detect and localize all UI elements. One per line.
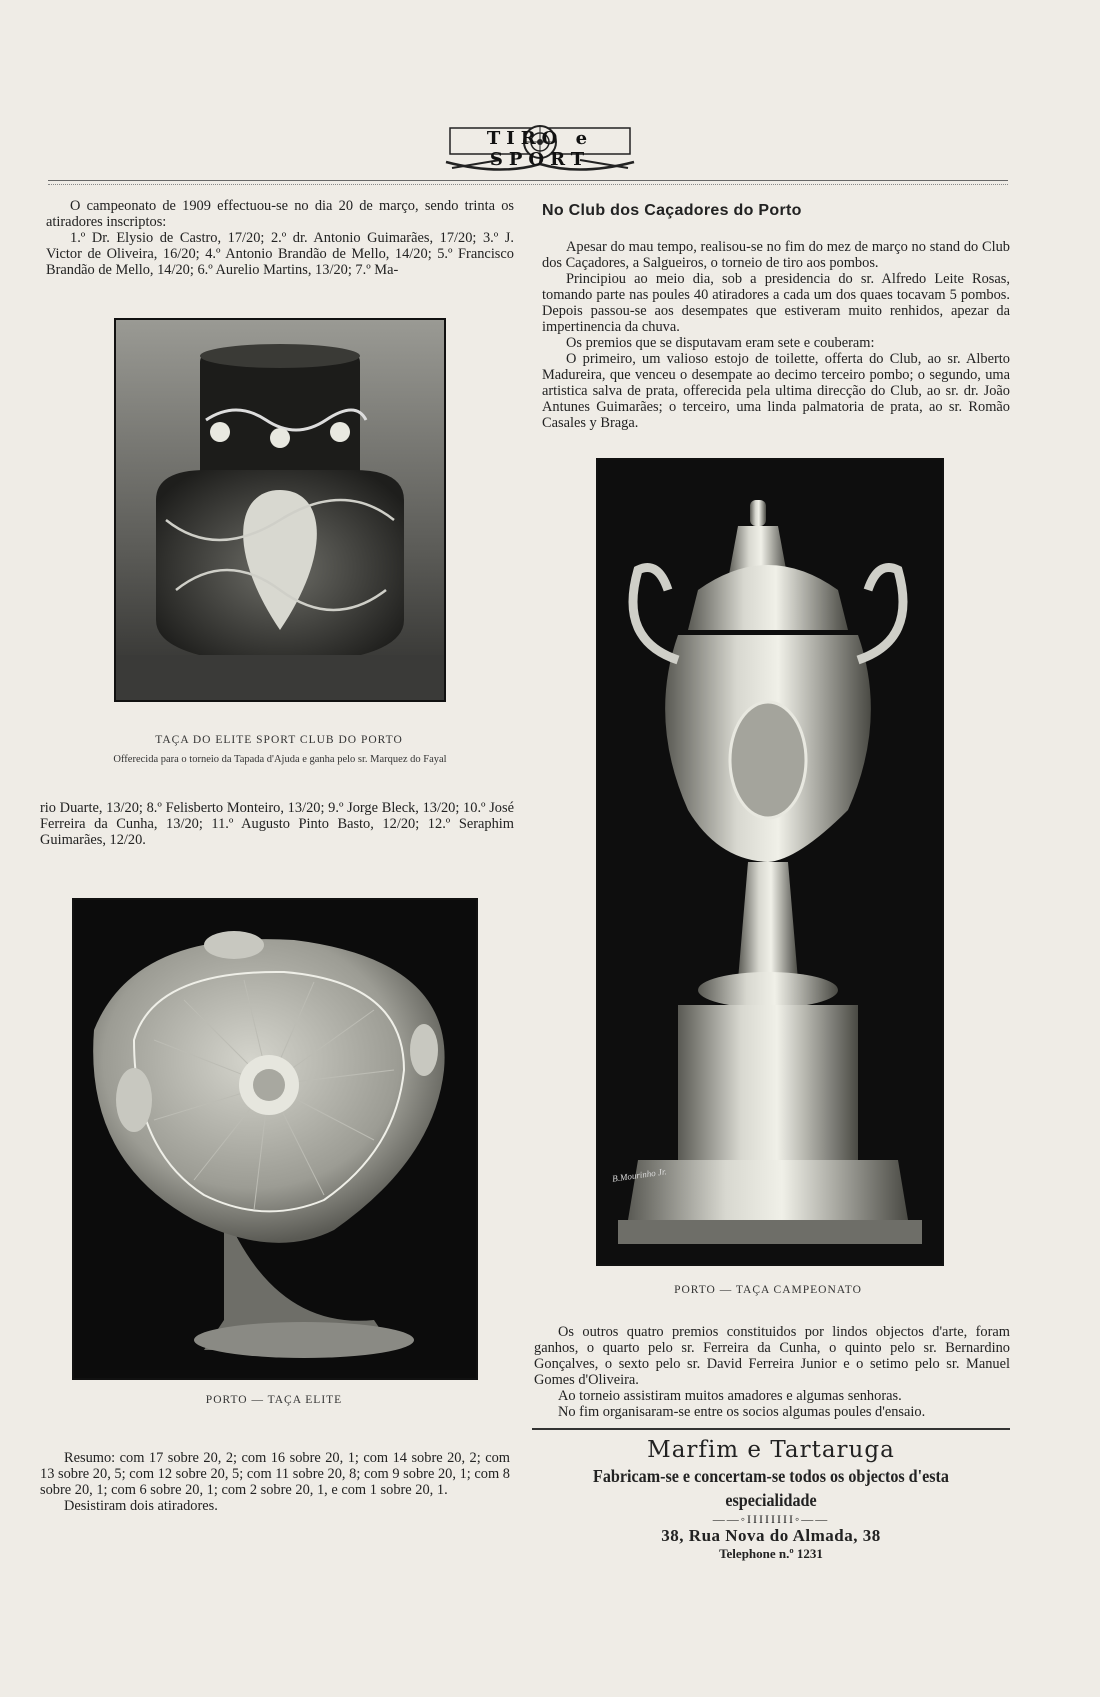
photo-porto-taca-elite (72, 898, 478, 1380)
right-column-block (542, 203, 1010, 431)
advert-line: Fabricam-se e concertam-se todos os objectos d'esta especialidade (593, 1466, 949, 1510)
right-paragraph-2: Principiou ao meio dia, sob a presidencia do sr. Alfredo Leite Rosas, tomando parte nas poules 40 atiradores a cada um dos quaes tocavam 5 pombos. Depois passou-se aos desempates que estiveram muito renhidos, apezar da impertinencia da chuva. (542, 271, 1010, 335)
photo-taca-elite-sport-club (114, 318, 446, 702)
advert-address: 38, Rua Nova do Almada, 38 (661, 1526, 881, 1545)
advert-title: Marfim e Tartaruga (647, 1437, 895, 1463)
advertisement-box (532, 1428, 1010, 1561)
masthead-title: TIRO e SPORT (486, 128, 594, 170)
right-paragraph-6: Ao torneio assistiram muitos amadores e algumas senhoras. (558, 1388, 902, 1404)
photographer-signature: B.Mourinho Jr. (611, 1166, 668, 1184)
caption-porto-taca-elite: PORTO — TAÇA ELITE (205, 1394, 343, 1406)
advert-phone: Telephone n.º 1231 (719, 1546, 823, 1561)
masthead-logo (440, 118, 640, 176)
subcaption-taca-elite-sport-club: Offerecida para o torneio da Tapada d'Ajuda e ganha pelo sr. Marquez do Fayal (113, 754, 447, 765)
advert-ornament: ——◦IIIIIIII◦—— (712, 1512, 830, 1526)
resumo-block (40, 1450, 510, 1514)
left-results-block (40, 800, 514, 848)
resumo-paragraph: Resumo: com 17 sobre 20, 2; com 16 sobre 20, 1; com 14 sobre 20, 2; com 13 sobre 20, 5; com 12 sobre 20, 5; com 11 sobre 20, 8; com 9 sobre 20, 1; com 8 sobre 20, 1; com 6 sobre 20, 1; com 2 sobre 20, 1, e com 1 sobre 20, 1. (40, 1450, 510, 1498)
section-heading: No Club dos Caçadores do Porto (542, 202, 802, 219)
advert-top-rule (532, 1428, 1010, 1430)
right-paragraph-1: Apesar do mau tempo, realisou-se no fim do mez de março no stand do Club dos Caçadores, a Salgueiros, o torneio de tiro aos pombos. (542, 239, 1010, 271)
right-paragraph-4: O primeiro, um valioso estojo de toilette, offerta do Club, ao sr. Alberto Madureira, que venceu o desempate ao decimo terceiro pombo; o segundo, uma artistica salva de prata, offerecida pela ultima direcção do Club, ao sr. dr. João Antunes Guimarães; o terceiro, uma linda palmatoria de prata, ao sr. Romão Casales y Braga. (542, 351, 1010, 431)
results-paragraph-1: 1.º Dr. Elysio de Castro, 17/20; 2.º dr. Antonio Guimarães, 17/20; 3.º J. Victor de Oliveira, 16/20; 4.º Antonio Brandão de Mello, 14/20; 5.º Francisco Brandão de Mello, 14/20; 6.º Aurelio Martins, 13/20; 7.º Ma- (46, 230, 514, 278)
photo-porto-taca-campeonato (596, 458, 944, 1266)
intro-paragraph: O campeonato de 1909 effectuou-se no dia 20 de março, sendo trinta os atiradores inscriptos: (46, 198, 514, 230)
right-paragraph-7: No fim organisaram-se entre os socios algumas poules d'ensaio. (558, 1404, 926, 1420)
caption-porto-taca-campeonato: PORTO — TAÇA CAMPEONATO (674, 1284, 862, 1296)
results-paragraph-2: rio Duarte, 13/20; 8.º Felisberto Monteiro, 13/20; 9.º Jorge Bleck, 13/20; 10.º José Ferreira da Cunha, 13/20; 11.º Augusto Pinto Basto, 12/20; 12.º Seraphim Guimarães, 12/20. (40, 800, 514, 848)
header-rule (48, 180, 1008, 181)
right-paragraph-3: Os premios que se disputavam eram sete e couberam: (566, 335, 875, 351)
right-column-continued (534, 1324, 1010, 1420)
caption-taca-elite-sport-club: TAÇA DO ELITE SPORT CLUB DO PORTO (155, 734, 403, 746)
right-paragraph-5: Os outros quatro premios constituidos por lindos objectos d'arte, foram ganhos, o quarto pelo sr. Ferreira da Cunha, o quinto pelo sr. Bernardino Gonçalves, o sexto pelo sr. David Ferreira Junior e o setimo pelo sr. Manuel Gomes d'Oliveira. (534, 1324, 1010, 1388)
left-intro-block (46, 198, 514, 278)
desistiram-paragraph: Desistiram dois atiradores. (64, 1498, 218, 1514)
header-rule-dotted (48, 184, 1008, 185)
